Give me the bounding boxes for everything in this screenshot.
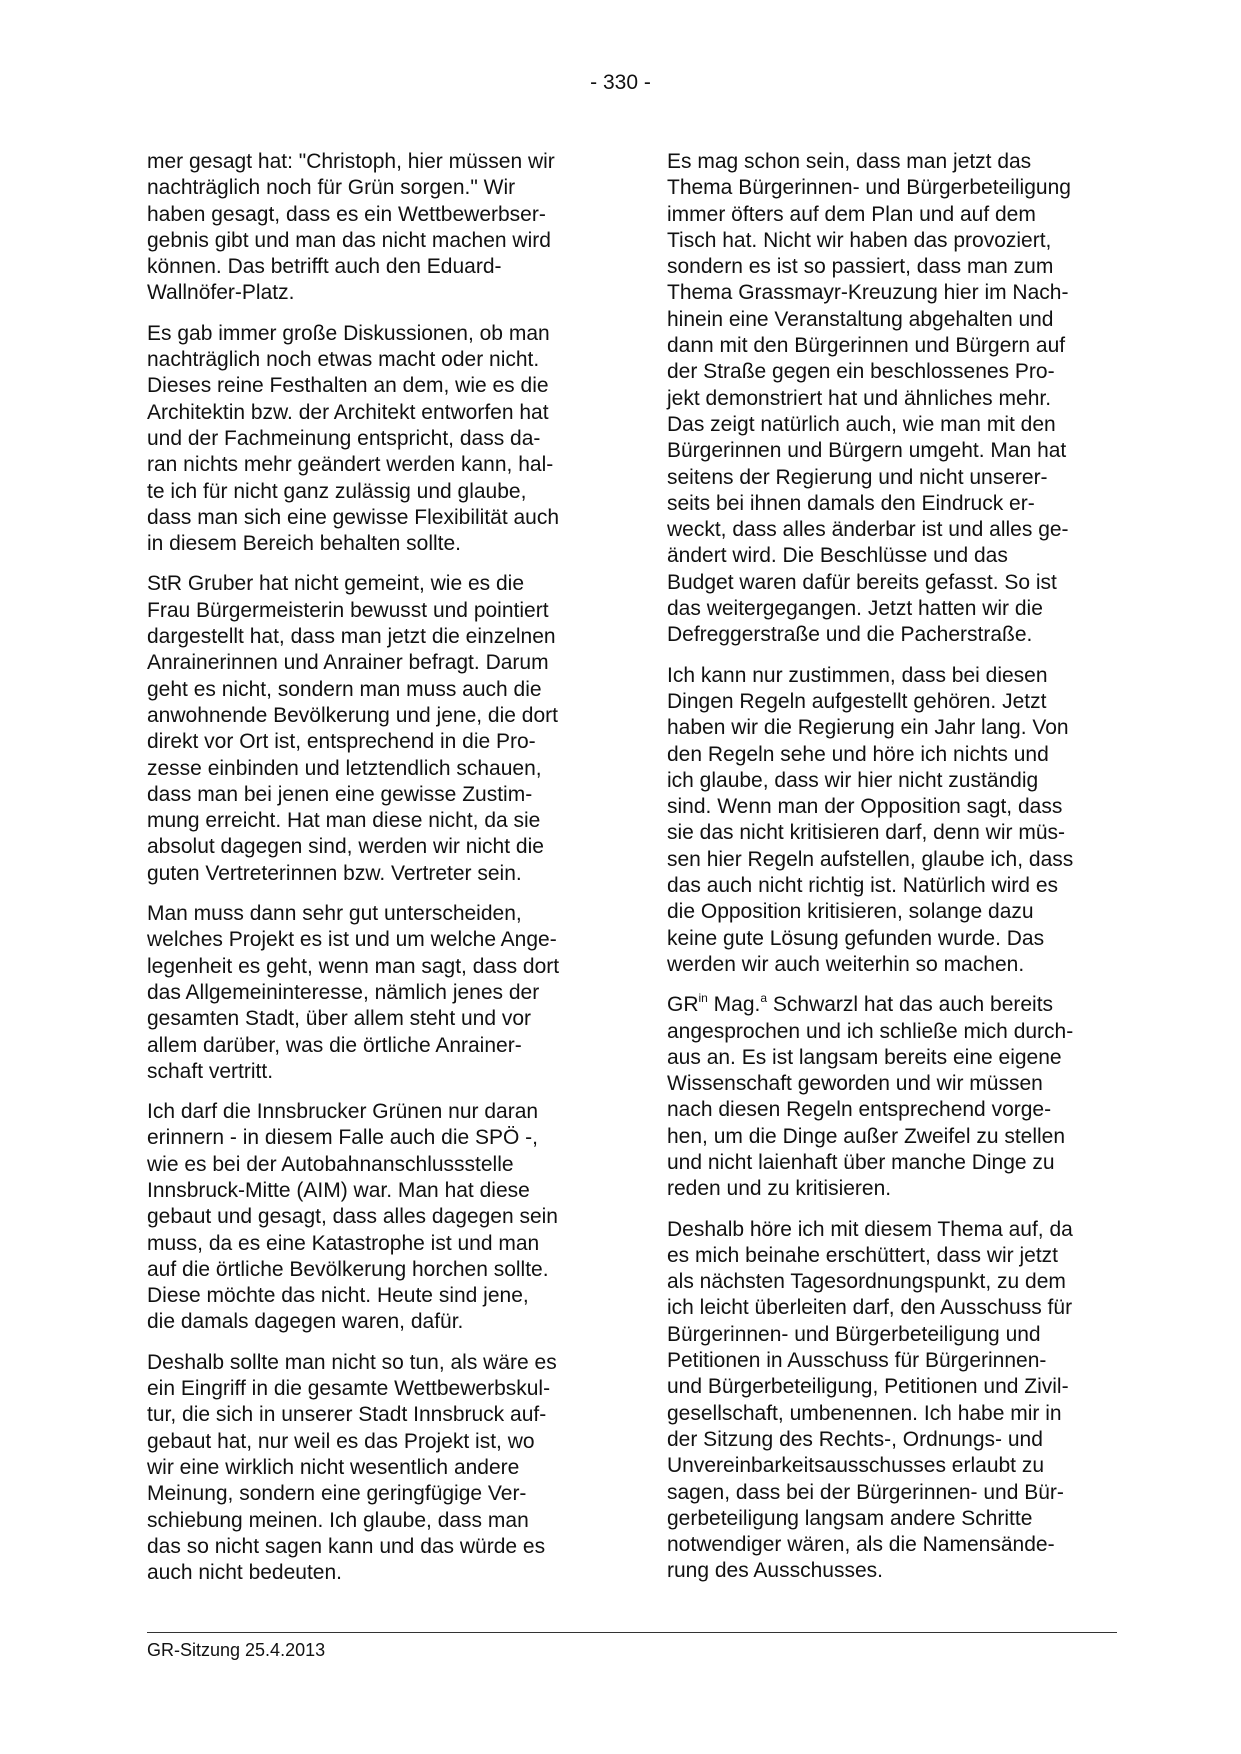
text-line: haben wir die Regierung ein Jahr lang. Von [667, 716, 1069, 740]
schwarzl-first-line [667, 992, 1127, 1018]
text-line: schaft vertritt. [147, 1059, 274, 1083]
text-line: Deshalb höre ich mit diesem Thema auf, da [667, 1217, 1073, 1241]
text-line: und Bürgerbeteiligung, Petitionen und Zivil- [667, 1375, 1069, 1399]
text-line: mung erreicht. Hat man diese nicht, da sie [147, 809, 541, 833]
text-line: Budget waren dafür bereits gefasst. So ist [667, 570, 1057, 594]
text-line: das so nicht sagen kann und das würde es [147, 1534, 546, 1558]
text-line: dann mit den Bürgerinnen und Bürgern auf [667, 334, 1066, 358]
text-line: Wissenschaft geworden und wir müssen [667, 1072, 1043, 1096]
text-line: Dingen Regeln aufgestellt gehören. Jetzt [667, 689, 1047, 713]
text-line: als nächsten Tagesordnungspunkt, zu dem [667, 1270, 1066, 1294]
text-line: gebaut hat, nur weil es das Projekt ist, wo [147, 1429, 535, 1453]
text-line: keine gute Lösung gefunden wurde. Das [667, 926, 1045, 950]
text-line: guten Vertreterinnen bzw. Vertreter sein. [147, 861, 522, 885]
paragraph [147, 1350, 607, 1587]
title-mag-superscript: a [760, 991, 768, 1006]
text-line: immer öfters auf dem Plan und auf dem [667, 202, 1036, 226]
text-line: Architektin bzw. der Architekt entworfen hat [147, 400, 549, 424]
text-line: das auch nicht richtig ist. Natürlich wird es [667, 874, 1058, 898]
text-line: sie das nicht kritisieren darf, denn wir müs- [667, 821, 1065, 845]
text-line: Ich darf die Innsbrucker Grünen nur daran [147, 1100, 539, 1124]
schwarzl-line-rest: Schwarzl hat das auch bereits [767, 993, 1054, 1017]
text-line: muss, da es eine Katastrophe ist und man [147, 1231, 540, 1255]
text-line: jekt demonstriert hat und ähnliches mehr. [667, 386, 1052, 410]
page-number: - 330 - [590, 71, 651, 94]
text-line: Es gab immer große Diskussionen, ob man [147, 321, 550, 345]
text-line: legenheit es geht, wenn man sagt, dass dort [147, 954, 560, 978]
text-line: rung des Ausschusses. [667, 1559, 883, 1583]
text-line: sondern es ist so passiert, dass man zum [667, 255, 1054, 279]
footer-rule [147, 1632, 1117, 1633]
text-line: mer gesagt hat: "Christoph, hier müssen wir [147, 150, 555, 173]
text-line: Deshalb sollte man nicht so tun, als wäre es [147, 1350, 557, 1374]
text-line: können. Das betrifft auch den Eduard- [147, 255, 502, 279]
paragraph [147, 571, 607, 887]
text-line: dargestellt hat, dass man jetzt die einzelnen [147, 625, 556, 649]
text-line: die Opposition kritisieren, solange dazu [667, 900, 1034, 924]
paragraph [147, 901, 607, 1085]
text-line: aus an. Es ist langsam bereits eine eigene [667, 1045, 1062, 1069]
text-line: Frau Bürgermeisterin bewusst und pointiert [147, 598, 549, 622]
title-mag: Mag. [707, 993, 761, 1017]
paragraph [667, 149, 1127, 649]
text-line: Anrainerinnen und Anrainer befragt. Darum [147, 651, 549, 675]
text-line: welches Projekt es ist und um welche Ange- [147, 928, 557, 952]
text-line: wir eine wirklich nicht wesentlich andere [147, 1455, 520, 1479]
text-line: direkt vor Ort ist, entsprechend in die Pro- [147, 730, 536, 754]
text-line: te ich für nicht ganz zulässig und glaube, [147, 479, 527, 503]
text-line: der Straße gegen ein beschlossenes Pro- [667, 360, 1055, 384]
text-line: reden und zu kritisieren. [667, 1177, 892, 1201]
text-line: Wallnöfer-Platz. [147, 281, 295, 305]
paragraph-schwarzl [667, 992, 1127, 1202]
text-line: absolut dagegen sind, werden wir nicht die [147, 835, 544, 859]
text-line: nach diesen Regeln entsprechend vorge- [667, 1098, 1052, 1122]
text-line: zesse einbinden und letztendlich schauen, [147, 756, 542, 780]
text-line: gesellschaft, umbenennen. Ich habe mir in [667, 1401, 1062, 1425]
title-gr: GR [667, 993, 699, 1017]
footer-text: GR-Sitzung 25.4.2013 [147, 1640, 326, 1660]
text-line: Meinung, sondern eine geringfügige Ver- [147, 1482, 527, 1506]
text-line: ich glaube, dass wir hier nicht zuständig [667, 768, 1039, 792]
text-line: StR Gruber hat nicht gemeint, wie es die [147, 572, 525, 596]
text-line: Dieses reine Festhalten an dem, wie es die [147, 374, 549, 398]
right-column [667, 149, 1127, 1599]
text-line: ran nichts mehr geändert werden kann, hal- [147, 453, 554, 477]
text-line: gerbeteiligung langsam andere Schritte [667, 1506, 1033, 1530]
text-line: notwendiger wären, als die Namensände- [667, 1533, 1055, 1557]
text-line: sind. Wenn man der Opposition sagt, dass [667, 795, 1063, 819]
text-line: Thema Grassmayr-Kreuzung hier im Nach- [667, 281, 1069, 305]
text-line: Innsbruck-Mitte (AIM) war. Man hat diese [147, 1178, 530, 1202]
title-gr-superscript: in [698, 991, 708, 1006]
text-line: gebaut und gesagt, dass alles dagegen sein [147, 1205, 558, 1229]
text-line: allem darüber, was die örtliche Anrainer- [147, 1033, 522, 1057]
paragraph [147, 149, 607, 307]
text-line: ändert wird. Die Beschlüsse und das [667, 544, 1008, 568]
text-line: hen, um die Dinge außer Zweifel zu stellen [667, 1124, 1066, 1148]
text-line: in diesem Bereich behalten sollte. [147, 532, 462, 556]
text-line: Bürgerinnen und Bürgern umgeht. Man hat [667, 439, 1067, 463]
text-line: gebnis gibt und man das nicht machen wird [147, 228, 551, 252]
text-line: den Regeln sehe und höre ich nichts und [667, 742, 1049, 766]
text-line: die damals dagegen waren, dafür. [147, 1310, 464, 1334]
text-line: Bürgerinnen- und Bürgerbeteiligung und [667, 1322, 1041, 1346]
paragraph [147, 1099, 607, 1336]
text-line: sen hier Regeln aufstellen, glaube ich, dass [667, 847, 1074, 871]
text-line: Diese möchte das nicht. Heute sind jene, [147, 1284, 529, 1308]
text-line: geht es nicht, sondern man muss auch die [147, 677, 542, 701]
text-line: sagen, dass bei der Bürgerinnen- und Bür- [667, 1480, 1064, 1504]
text-line: Tisch hat. Nicht wir haben das provoziert, [667, 228, 1052, 252]
paragraph [667, 1217, 1127, 1585]
text-line: dass man bei jenen eine gewisse Zustim- [147, 782, 533, 806]
paragraph [667, 663, 1127, 979]
text-line: anwohnende Bevölkerung und jene, die dort [147, 703, 558, 727]
text-line: weckt, dass alles änderbar ist und alles ge- [667, 518, 1069, 542]
text-line: nachträglich noch etwas macht oder nicht. [147, 348, 540, 372]
text-line: seitens der Regierung und nicht unserer- [667, 465, 1048, 489]
text-line: erinnern - in diesem Falle auch die SPÖ -, [147, 1126, 539, 1150]
text-line: und nicht laienhaft über manche Dinge zu [667, 1150, 1055, 1174]
text-line: Es mag schon sein, dass man jetzt das [667, 150, 1032, 173]
text-line: haben gesagt, dass es ein Wettbewerbser- [147, 202, 546, 226]
text-line: Das zeigt natürlich auch, wie man mit den [667, 412, 1056, 436]
text-line: angesprochen und ich schließe mich durch- [667, 1019, 1074, 1043]
text-line: Defreggerstraße und die Pacherstraße. [667, 623, 1033, 647]
text-line: Petitionen in Ausschuss für Bürgerinnen- [667, 1349, 1047, 1373]
text-line: hinein eine Veranstaltung abgehalten und [667, 307, 1054, 331]
text-line: ein Eingriff in die gesamte Wettbewerbskul- [147, 1377, 551, 1401]
left-column [147, 149, 607, 1600]
text-line: auf die örtliche Bevölkerung horchen sollte. [147, 1257, 549, 1281]
text-line: schiebung meinen. Ich glaube, dass man [147, 1508, 529, 1532]
text-line: Ich kann nur zustimmen, dass bei diesen [667, 663, 1048, 687]
text-line: Thema Bürgerinnen- und Bürgerbeteiligung [667, 176, 1071, 200]
text-line: Unvereinbarkeitsausschusses erlaubt zu [667, 1454, 1045, 1478]
text-line: gesamten Stadt, über allem steht und vor [147, 1007, 532, 1031]
text-line: wie es bei der Autobahnanschlussstelle [147, 1152, 514, 1176]
text-line: werden wir auch weiterhin so machen. [667, 952, 1025, 976]
text-line: auch nicht bedeuten. [147, 1561, 342, 1585]
text-line: und der Fachmeinung entspricht, dass da- [147, 426, 541, 450]
text-line: ich leicht überleiten darf, den Ausschuss für [667, 1296, 1073, 1320]
text-line: es mich beinahe erschüttert, dass wir jetzt [667, 1243, 1059, 1267]
text-line: seits bei ihnen damals den Eindruck er- [667, 491, 1035, 515]
text-line: das Allgemeininteresse, nämlich jenes der [147, 980, 540, 1004]
text-line: tur, die sich in unserer Stadt Innsbruck auf- [147, 1403, 547, 1427]
text-line: dass man sich eine gewisse Flexibilität auch [147, 505, 560, 529]
text-line: nachträglich noch für Grün sorgen." Wir [147, 176, 516, 200]
text-line: Man muss dann sehr gut unterscheiden, [147, 902, 522, 926]
text-line: das weitergegangen. Jetzt hatten wir die [667, 597, 1043, 621]
text-line: der Sitzung des Rechts-, Ordnungs- und [667, 1427, 1043, 1451]
paragraph [147, 321, 607, 558]
